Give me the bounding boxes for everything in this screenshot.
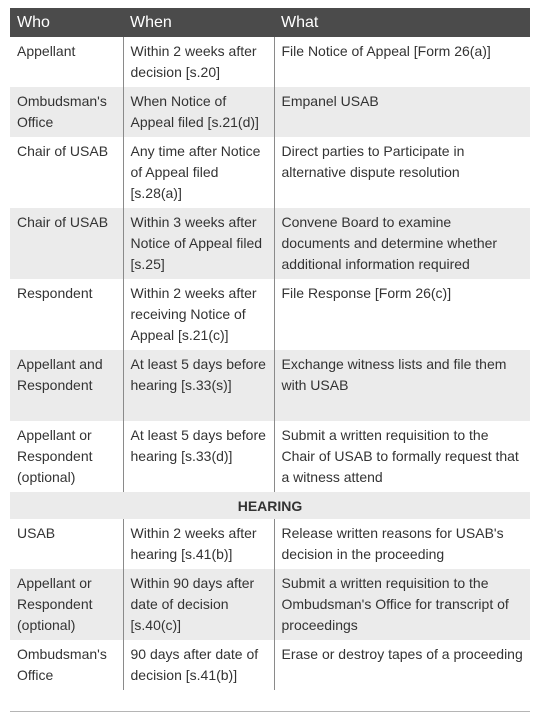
cell-who: Chair of USAB bbox=[10, 208, 123, 279]
table-row bbox=[10, 421, 530, 492]
cell-who: Appellant and Respondent bbox=[10, 350, 123, 421]
cell-what: Submit a written requisition to the Chair of USAB to formally request that a witness attend bbox=[274, 421, 530, 492]
cell-when: Within 90 days after date of decision [s.40(c)] bbox=[123, 569, 274, 640]
header-when: When bbox=[123, 8, 274, 37]
cell-what: Direct parties to Participate in alternative dispute resolution bbox=[274, 137, 530, 208]
bottom-divider bbox=[10, 711, 530, 712]
cell-who: Chair of USAB bbox=[10, 137, 123, 208]
cell-what: File Notice of Appeal [Form 26(a)] bbox=[274, 37, 530, 87]
cell-who: Appellant or Respondent (optional) bbox=[10, 569, 123, 640]
cell-who: USAB bbox=[10, 519, 123, 569]
cell-when: Within 2 weeks after receiving Notice of Appeal [s.21(c)] bbox=[123, 279, 274, 350]
cell-who: Appellant or Respondent (optional) bbox=[10, 421, 123, 492]
cell-who: Respondent bbox=[10, 279, 123, 350]
table-row bbox=[10, 37, 530, 87]
section-row bbox=[10, 492, 530, 519]
header-what: What bbox=[274, 8, 530, 37]
cell-what: Convene Board to examine documents and determine whether additional information required bbox=[274, 208, 530, 279]
cell-what: Submit a written requisition to the Ombudsman's Office for transcript of proceedings bbox=[274, 569, 530, 640]
cell-when: Within 2 weeks after decision [s.20] bbox=[123, 37, 274, 87]
cell-when: When Notice of Appeal filed [s.21(d)] bbox=[123, 87, 274, 137]
table-row bbox=[10, 519, 530, 569]
cell-what: Exchange witness lists and file them with USAB bbox=[274, 350, 530, 421]
cell-when: At least 5 days before hearing [s.33(d)] bbox=[123, 421, 274, 492]
header-who: Who bbox=[10, 8, 123, 37]
cell-who: Appellant bbox=[10, 37, 123, 87]
cell-what: Empanel USAB bbox=[274, 87, 530, 137]
table-row bbox=[10, 569, 530, 640]
cell-what: Release written reasons for USAB's decision in the proceeding bbox=[274, 519, 530, 569]
cell-who: Ombudsman's Office bbox=[10, 640, 123, 690]
header-row bbox=[10, 8, 530, 37]
table-body bbox=[10, 37, 530, 690]
cell-when: Within 2 weeks after hearing [s.41(b)] bbox=[123, 519, 274, 569]
cell-what: File Response [Form 26(c)] bbox=[274, 279, 530, 350]
table-row bbox=[10, 640, 530, 690]
appeal-schedule-table bbox=[10, 8, 530, 690]
table-row bbox=[10, 87, 530, 137]
cell-when: Any time after Notice of Appeal filed [s.28(a)] bbox=[123, 137, 274, 208]
table-row bbox=[10, 137, 530, 208]
cell-who: Ombudsman's Office bbox=[10, 87, 123, 137]
table-row bbox=[10, 208, 530, 279]
cell-when: Within 3 weeks after Notice of Appeal filed [s.25] bbox=[123, 208, 274, 279]
section-heading: HEARING bbox=[10, 492, 530, 519]
table-header bbox=[10, 8, 530, 37]
cell-when: At least 5 days before hearing [s.33(s)] bbox=[123, 350, 274, 421]
table-row bbox=[10, 350, 530, 421]
cell-what: Erase or destroy tapes of a proceeding bbox=[274, 640, 530, 690]
table-row bbox=[10, 279, 530, 350]
cell-when: 90 days after date of decision [s.41(b)] bbox=[123, 640, 274, 690]
